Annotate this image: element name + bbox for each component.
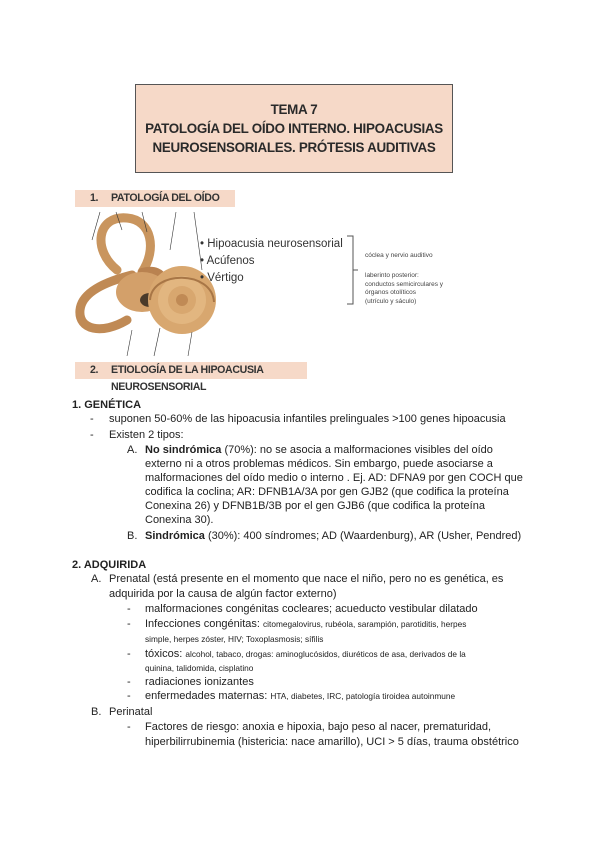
dash: - xyxy=(127,676,131,688)
prenatal-line: Prenatal (está presente en el momento que nace el niño, pero no es genética, es xyxy=(109,573,504,585)
genetica-a-line: Conexina 26) y DFNB1B/3B por el gen GJB6 (que codifica la proteína xyxy=(145,500,485,512)
infecciones-detail: citomegalovirus, rubéola, sarampión, parotiditis, herpes xyxy=(263,619,467,629)
prenatal-line: adquirida por la causa de algún factor externo) xyxy=(109,588,337,600)
genetica-item-2: Existen 2 tipos: xyxy=(109,429,184,441)
figure-note-2-line: conductos semicirculares y xyxy=(365,280,444,288)
adquirida-letter-b: B. xyxy=(91,706,102,718)
title-line-2: PATOLOGÍA DEL OÍDO INTERNO. HIPOACUSIAS xyxy=(145,121,443,136)
dash: - xyxy=(90,413,94,425)
adquirida-heading: 2. ADQUIRIDA xyxy=(72,559,147,571)
figure-note-2 xyxy=(365,272,443,306)
genetica-a-line: externo ni a otros problemas médicos. Sin embargo, puede asociarse a xyxy=(145,458,493,470)
genetica-b-text: (30%): 400 síndromes; AD (Waardenburg), AR (Usher, Pendred) xyxy=(204,530,522,542)
figure-note-2-line: (utrículo y sáculo) xyxy=(365,297,417,305)
prenatal-item-3-cont: quinina, talidomida, cisplatino xyxy=(145,663,254,673)
genetica-a-text: (70%): no se asocia a malformaciones visibles del oído xyxy=(221,444,493,456)
genetica-heading: 1. GENÉTICA xyxy=(72,399,142,411)
section-1-label: PATOLOGÍA DEL OÍDO xyxy=(111,192,220,204)
dash: - xyxy=(127,648,131,660)
section-2-label: ETIOLOGÍA DE LA HIPOACUSIA NEUROSENSORIAL xyxy=(111,364,264,393)
adquirida-letter-a: A. xyxy=(91,573,102,585)
infecciones-label: Infecciones congénitas: xyxy=(145,618,264,630)
dash: - xyxy=(90,429,94,441)
title-line-3: NEUROSENSORIALES. PRÓTESIS AUDITIVAS xyxy=(152,140,436,155)
genetica-a-line: codifica la coclina; AR: DFNB1A/3A por gen GJB2 (que codifica la proteína xyxy=(145,486,509,498)
genetica-a-line: Conexina 30). xyxy=(145,514,214,526)
genetica-b-line-1 xyxy=(145,530,521,544)
prenatal-item-4: radiaciones ionizantes xyxy=(145,676,254,688)
sindromica-label: Sindrómica xyxy=(145,530,205,542)
prenatal-item-2 xyxy=(145,618,466,632)
prenatal-item-5 xyxy=(145,690,455,704)
title-box xyxy=(135,84,453,173)
section-2-heading xyxy=(75,362,307,393)
symptom-item: • Hipoacusia neurosensorial xyxy=(200,236,343,253)
dash: - xyxy=(127,690,131,702)
figure-note-1: cóclea y nervio auditivo xyxy=(365,252,433,259)
maternas-label: enfermedades maternas: xyxy=(145,690,271,702)
dash: - xyxy=(127,618,131,630)
perinatal-item-1: Factores de riesgo: anoxia e hipoxia, bajo peso al nacer, prematuridad, xyxy=(145,721,492,733)
symptom-list xyxy=(200,236,343,287)
genetica-item-1: suponen 50-60% de las hipoacusia infantiles prelinguales >100 genes hipoacusia xyxy=(109,413,506,425)
section-1-heading xyxy=(75,190,235,207)
prenatal-item-1: malformaciones congénitas cocleares; acueducto vestibular dilatado xyxy=(145,603,478,615)
prenatal-item-3 xyxy=(145,648,466,662)
dash: - xyxy=(127,721,131,733)
prenatal-item-2-cont: simple, herpes zóster, HIV; Toxoplasmosis; sífilis xyxy=(145,634,324,644)
symptom-item: • Vértigo xyxy=(200,270,343,287)
no-sindromica-label: No sindrómica xyxy=(145,444,222,456)
toxicos-detail: alcohol, tabaco, drogas: aminoglucósidos, diuréticos de asa, derivados de la xyxy=(185,649,466,659)
section-2-number: 2. xyxy=(90,364,99,376)
dash: - xyxy=(127,603,131,615)
figure-note-2-line: órganos otolíticos xyxy=(365,289,416,296)
section-1-number: 1. xyxy=(90,192,99,204)
perinatal-item-1-cont: hiperbilirrubinemia (histericia: nace amarillo), UCI > 5 días, trauma obstétrico xyxy=(145,736,519,748)
genetica-letter-b: B. xyxy=(127,530,138,542)
figure-note-2-line: laberinto posterior: xyxy=(365,272,419,279)
maternas-detail: HTA, diabetes, IRC, patología tiroidea autoinmune xyxy=(270,691,456,701)
genetica-a-line-1 xyxy=(145,444,493,458)
toxicos-label: tóxicos: xyxy=(145,648,186,660)
genetica-a-line: malformaciones del oído medio o interno . Ej. AD: DFNA9 por gen COCH que xyxy=(145,472,523,484)
genetica-letter-a: A. xyxy=(127,444,138,456)
title-line-1: TEMA 7 xyxy=(270,102,318,117)
symptom-item: • Acúfenos xyxy=(200,253,343,270)
perinatal-label: Perinatal xyxy=(109,706,153,718)
